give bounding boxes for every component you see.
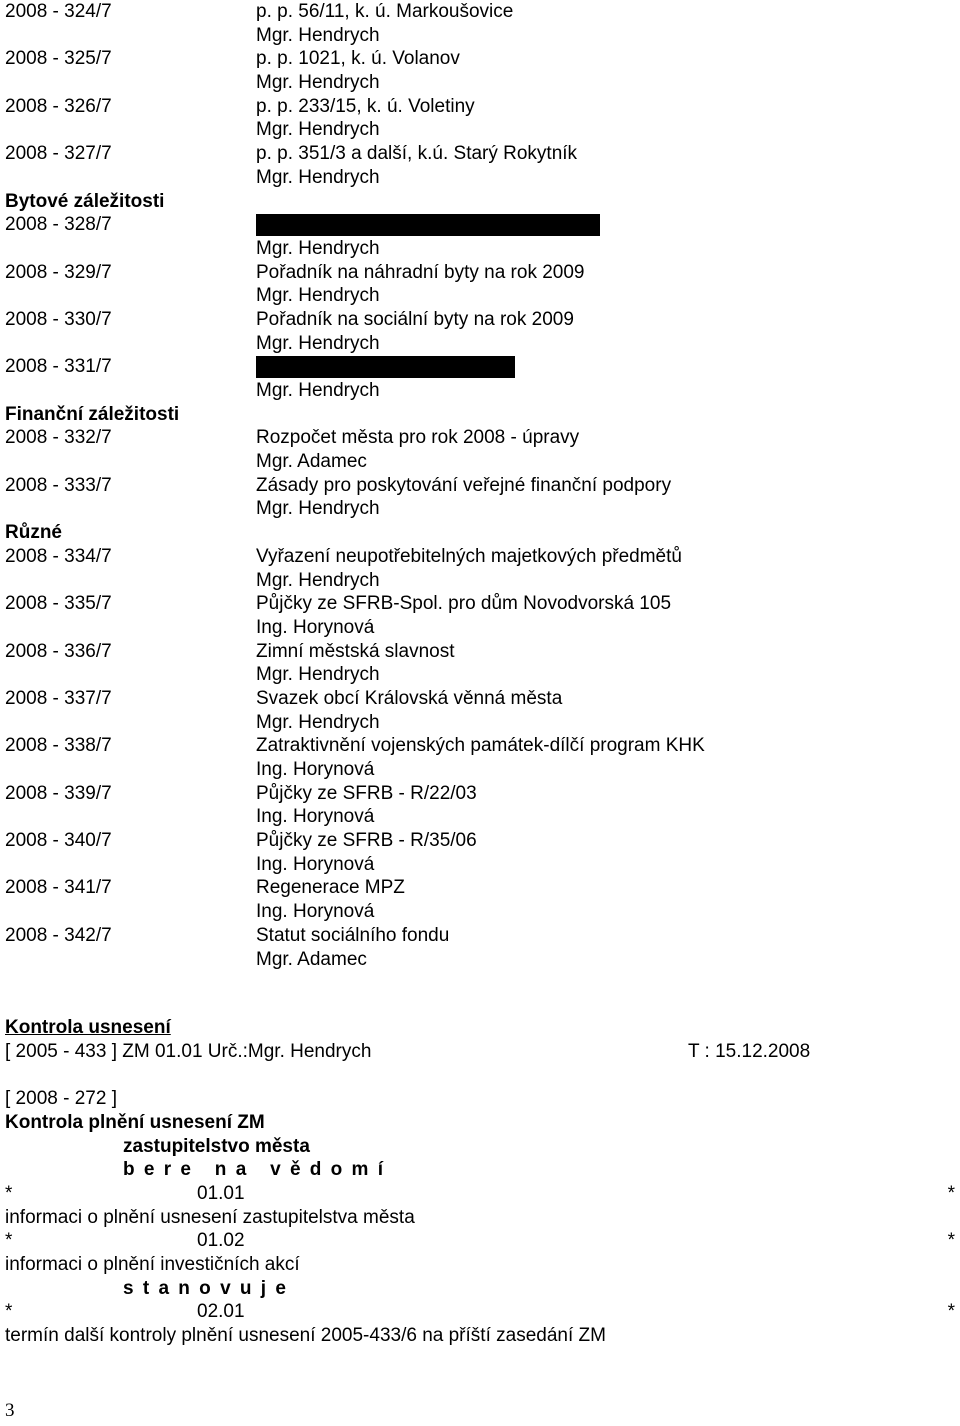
item-title: Půjčky ze SFRB - R/22/03 xyxy=(256,782,477,804)
item-title: Svazek obcí Královská věnná města xyxy=(256,687,563,709)
item-2008-340 xyxy=(5,829,955,876)
item-person: Mgr. Hendrych xyxy=(256,237,380,259)
item-2008-330 xyxy=(5,308,955,355)
stanovuje: s t a n o v u j e xyxy=(123,1277,288,1299)
star-left: * xyxy=(5,1301,13,1323)
item-person: Mgr. Hendrych xyxy=(256,569,380,591)
bere-na-vedomi: b e r e n a v ě d o m í xyxy=(123,1159,386,1181)
item-number: 2008 - 337/7 xyxy=(5,687,112,709)
item-title: Regenerace MPZ xyxy=(256,877,405,899)
item-title: Pořadník na sociální byty na rok 2009 xyxy=(256,308,574,330)
item-title: Rozpočet města pro rok 2008 - úpravy xyxy=(256,427,580,449)
item-2008-337 xyxy=(5,687,955,734)
item-2008-324 xyxy=(5,0,955,47)
item-2008-327 xyxy=(5,142,955,189)
kontrola-heading: Kontrola usnesení xyxy=(5,1017,171,1039)
kontrola-body: zastupitelstvo města xyxy=(123,1135,310,1157)
item-number: 2008 - 338/7 xyxy=(5,735,112,757)
item-title: Zatraktivnění vojenských památek-dílčí program KHK xyxy=(256,735,705,757)
item-2008-332 xyxy=(5,426,955,473)
item-number: 2008 - 341/7 xyxy=(5,877,112,899)
item-person: Mgr. Hendrych xyxy=(256,380,380,401)
item-2008-335 xyxy=(5,592,955,639)
section-heading-bytove: Bytové záležitosti xyxy=(5,190,165,212)
item-person: Mgr. Hendrych xyxy=(256,166,380,188)
item-2008-333 xyxy=(5,474,955,521)
item-title: Zimní městská slavnost xyxy=(256,640,455,662)
item-person: Mgr. Hendrych xyxy=(256,498,380,520)
item-number: 2008 - 340/7 xyxy=(5,830,112,852)
item-person: Ing. Horynová xyxy=(256,759,375,780)
star-left: * xyxy=(5,1183,13,1204)
star-right: * xyxy=(947,1301,955,1323)
item-title: p. p. 233/15, k. ú. Voletiny xyxy=(256,95,475,117)
star-right: * xyxy=(947,1230,955,1252)
item-2008-334 xyxy=(5,545,955,592)
point-text: informaci o plnění usnesení zastupitelstva města xyxy=(5,1206,415,1228)
item-title: Půjčky ze SFRB - R/35/06 xyxy=(256,830,477,852)
item-title: Vyřazení neupotřebitelných majetkových předmětů xyxy=(256,545,682,567)
item-title: p. p. 56/11, k. ú. Markoušovice xyxy=(256,1,514,22)
star-left: * xyxy=(5,1230,13,1252)
item-number: 2008 - 334/7 xyxy=(5,545,112,567)
item-number: 2008 - 325/7 xyxy=(5,48,112,70)
kontrola-term: T : 15.12.2008 xyxy=(688,1040,811,1062)
item-title: Pořadník na náhradní byty na rok 2009 xyxy=(256,261,585,283)
redaction-bar xyxy=(256,214,600,236)
item-person: Mgr. Adamec xyxy=(256,451,367,473)
item-number: 2008 - 328/7 xyxy=(5,214,112,236)
item-2008-331 xyxy=(5,355,955,402)
point-text: termín další kontroly plnění usnesení 2005-433/6 na příští zasedání ZM xyxy=(5,1325,606,1347)
item-person: Mgr. Hendrych xyxy=(256,664,380,686)
item-title: Zásady pro poskytování veřejné finanční podpory xyxy=(256,474,672,496)
document-body xyxy=(5,0,955,1348)
kontrola-title: Kontrola plnění usnesení ZM xyxy=(5,1111,265,1133)
point-number: 01.02 xyxy=(197,1230,245,1252)
item-2008-338 xyxy=(5,734,955,781)
item-person: Mgr. Adamec xyxy=(256,948,367,970)
item-title: Půjčky ze SFRB-Spol. pro dům Novodvorská 105 xyxy=(256,593,672,615)
item-number: 2008 - 331/7 xyxy=(5,356,112,378)
item-2008-342 xyxy=(5,924,955,971)
item-number: 2008 - 324/7 xyxy=(5,1,112,22)
item-person: Ing. Horynová xyxy=(256,806,375,828)
item-number: 2008 - 335/7 xyxy=(5,593,112,615)
section-heading-financni: Finanční záležitosti xyxy=(5,403,180,425)
kontrola-ref-line: [ 2005 - 433 ] ZM 01.01 Urč.:Mgr. Hendrych xyxy=(5,1040,372,1062)
item-number: 2008 - 336/7 xyxy=(5,640,112,662)
item-person: Mgr. Hendrych xyxy=(256,285,380,307)
item-person: Mgr. Hendrych xyxy=(256,711,380,733)
kontrola-ref2: [ 2008 - 272 ] xyxy=(5,1088,117,1110)
item-2008-341 xyxy=(5,876,955,923)
item-person: Ing. Horynová xyxy=(256,616,375,638)
item-person: Mgr. Hendrych xyxy=(256,119,380,141)
item-2008-339 xyxy=(5,782,955,829)
star-right: * xyxy=(947,1183,955,1204)
item-2008-326 xyxy=(5,95,955,142)
redaction-bar xyxy=(256,356,515,378)
item-number: 2008 - 342/7 xyxy=(5,924,112,946)
item-person: Mgr. Hendrych xyxy=(256,72,380,94)
item-number: 2008 - 327/7 xyxy=(5,143,112,165)
item-person: Mgr. Hendrych xyxy=(256,24,380,46)
item-number: 2008 - 329/7 xyxy=(5,261,112,283)
spacer xyxy=(5,971,955,1016)
item-number: 2008 - 326/7 xyxy=(5,95,112,117)
blank-line xyxy=(5,1064,955,1088)
item-2008-329 xyxy=(5,261,955,308)
item-person: Ing. Horynová xyxy=(256,853,375,875)
item-title: p. p. 351/3 a další, k.ú. Starý Rokytník xyxy=(256,143,578,165)
page-number: 3 xyxy=(5,1400,15,1421)
item-2008-328 xyxy=(5,213,955,260)
section-heading-ruzne: Různé xyxy=(5,522,62,544)
point-number: 02.01 xyxy=(197,1301,245,1323)
item-number: 2008 - 330/7 xyxy=(5,308,112,330)
item-number: 2008 - 339/7 xyxy=(5,782,112,804)
item-2008-325 xyxy=(5,47,955,94)
point-number: 01.01 xyxy=(197,1183,245,1204)
item-title: p. p. 1021, k. ú. Volanov xyxy=(256,48,460,70)
item-person: Mgr. Hendrych xyxy=(256,332,380,354)
item-person: Ing. Horynová xyxy=(256,901,375,923)
point-text: informaci o plnění investičních akcí xyxy=(5,1254,300,1276)
kontrola-section xyxy=(5,1016,955,1348)
item-number: 2008 - 333/7 xyxy=(5,474,112,496)
item-title: Statut sociálního fondu xyxy=(256,924,450,946)
item-number: 2008 - 332/7 xyxy=(5,427,112,449)
item-2008-336 xyxy=(5,640,955,687)
